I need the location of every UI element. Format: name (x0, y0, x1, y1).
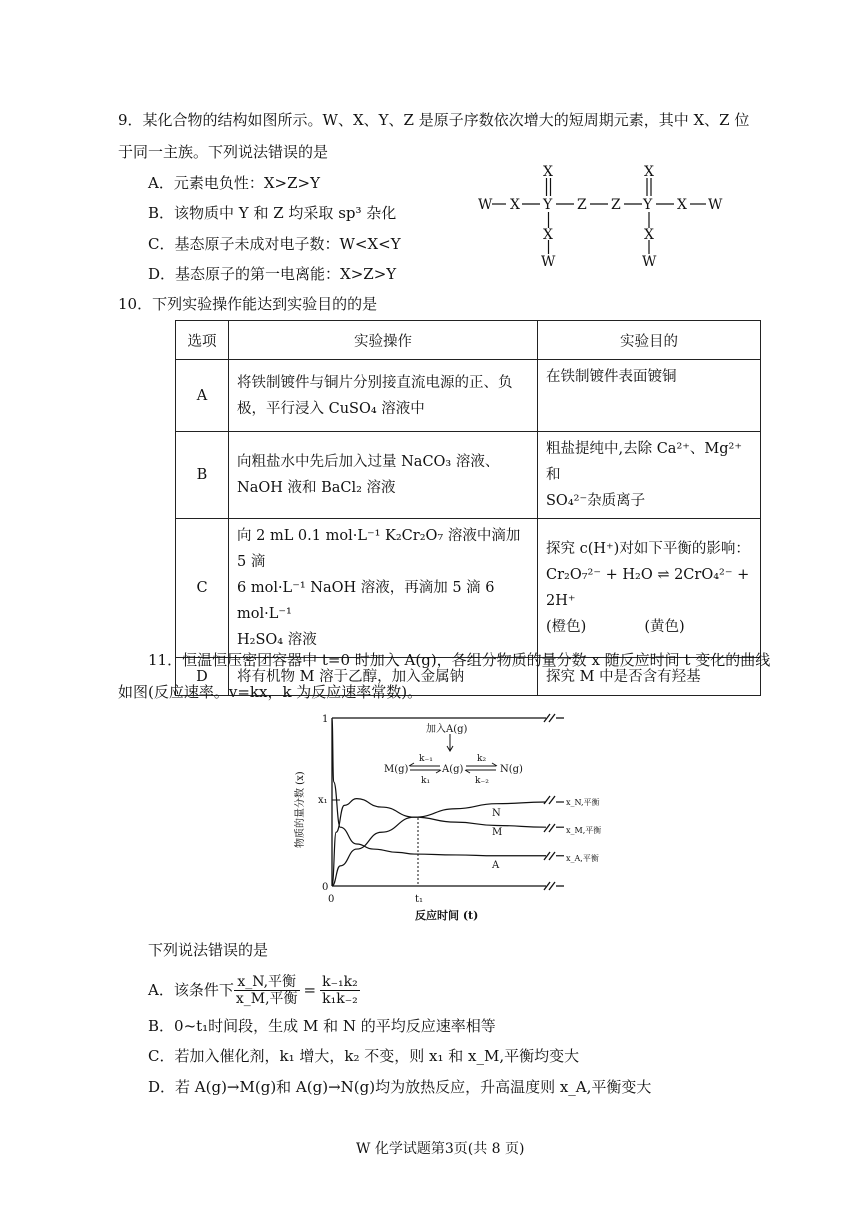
curve-label-a: A (492, 860, 500, 871)
struct-x-top1: X (543, 164, 553, 180)
purpose-line: SO₄²⁻杂质离子 (546, 493, 646, 509)
q11-chart (290, 708, 610, 930)
curve-label-n: N (492, 808, 501, 819)
chart-xtick-0: 0 (328, 894, 335, 905)
row-purpose (538, 360, 761, 432)
row-purpose (538, 519, 761, 658)
struct-x-bot2: X (644, 227, 654, 243)
q9-stem-line2: 于同一主族。下列说法错误的是 (118, 143, 329, 161)
q9-structure-diagram (470, 160, 730, 270)
table-header-row (176, 321, 761, 360)
row-operation (229, 360, 538, 432)
struct-y2: Y (643, 197, 653, 213)
q11-option-b: B．0~t₁时间段，生成 M 和 N 的平均反应速率相等 (148, 1017, 496, 1035)
curve-N (332, 802, 546, 886)
q11-after: 下列说法错误的是 (148, 941, 269, 959)
struct-x-top2: X (644, 164, 654, 180)
purpose-line: 探究 c(H⁺)对如下平衡的影响： (546, 541, 750, 557)
op-line: 向 2 mL 0.1 mol·L⁻¹ K₂Cr₂O₇ 溶液中滴加 5 滴 (237, 528, 521, 570)
struct-x1: X (510, 197, 520, 213)
struct-y1: Y (543, 197, 553, 213)
q9-stem-line1: 9．某化合物的结构如图所示。W、X、Y、Z 是原子序数依次增大的短周期元素，其中 X、Z 位 (118, 111, 750, 129)
option-a-eq: = (303, 981, 317, 999)
q11-stem-line1: 11．恒温恒压密团容器中 t=0 时加入 A(g)，各组分物质的量分数 x 随反应时间 t 变化的曲线 (148, 651, 771, 669)
struct-w-bot2: W (642, 254, 657, 270)
chart-ytick-1: 1 (322, 714, 329, 725)
scheme-k-minus2: k₋₂ (475, 776, 489, 786)
struct-z1: Z (577, 197, 587, 213)
chart-xtick-t1: t₁ (415, 894, 424, 905)
q11-option-c: C．若加入催化剂，k₁ 增大，k₂ 不变，则 x₁ 和 x_M,平衡均变大 (148, 1047, 580, 1065)
scheme-k1: k₁ (421, 776, 431, 786)
scheme-m: M(g) (384, 764, 409, 775)
q9-option-c: C．基态原子未成对电子数：W<X<Y (148, 235, 401, 253)
op-line: 向粗盐水中先后加入过量 NaCO₃ 溶液、 (237, 454, 500, 470)
q10-table (175, 320, 761, 696)
q11-option-d: D．若 A(g)→M(g)和 A(g)→N(g)均为放热反应，升高温度则 x_A,平衡变大 (148, 1078, 652, 1096)
q11-option-a (148, 970, 360, 1010)
struct-x-bot1: X (543, 227, 553, 243)
purpose-line: 探究 M 中是否含有羟基 (546, 668, 701, 685)
purpose-line: 在铁制镀件表面镀铜 (546, 369, 677, 385)
table-header: 实验目的 (538, 321, 761, 360)
table-row (176, 432, 761, 519)
scheme-a: A(g) (442, 764, 464, 775)
op-line: H₂SO₄ 溶液 (237, 632, 317, 648)
q9-option-d: D．基态原子的第一电离能：X>Z>Y (148, 265, 397, 283)
op-line: 极，平行浸入 CuSO₄ 溶液中 (237, 400, 425, 417)
struct-z2: Z (611, 197, 621, 213)
q9-option-b: B．该物质中 Y 和 Z 均采取 sp³ 杂化 (148, 204, 397, 222)
table-header: 选项 (176, 321, 229, 360)
q9-option-a: A．元素电负性：X>Z>Y (148, 174, 320, 192)
row-purpose (538, 432, 761, 519)
curve-A (332, 718, 546, 856)
table-header: 实验操作 (229, 321, 538, 360)
purpose-line: (橙色) (黄色) (546, 619, 685, 635)
row-label: A (176, 360, 229, 432)
struct-w-bot1: W (541, 254, 556, 270)
end-label-n: x_N,平衡 (566, 798, 600, 807)
op-line: 将有机物 M 溶于乙醇，加入金属钠 (237, 668, 465, 685)
chart-xlabel: 反应时间 (t) (415, 909, 479, 922)
struct-w1: W (478, 197, 493, 213)
row-label: B (176, 432, 229, 519)
end-label-m: x_M,平衡 (566, 826, 602, 835)
chart-ylabel: 物质的量分数 (x) (295, 771, 306, 848)
end-label-a: x_A,平衡 (566, 854, 599, 863)
page-footer: W 化学试题第3页(共 8 页) (356, 1141, 525, 1157)
op-line: 6 mol·L⁻¹ NaOH 溶液，再滴加 5 滴 6 mol·L⁻¹ (237, 580, 495, 622)
row-label: C (176, 519, 229, 658)
struct-w2: W (708, 197, 723, 213)
scheme-n: N(g) (500, 764, 523, 775)
q10-stem: 10．下列实验操作能达到实验目的的是 (118, 295, 378, 313)
q11-stem-line2: 如图(反应速率。v=kx，k 为反应速率常数)。 (118, 683, 423, 701)
table-row (176, 519, 761, 658)
struct-x2: X (677, 197, 687, 213)
chart-ytick-0: 0 (322, 882, 329, 893)
scheme-k2: k₂ (477, 754, 487, 764)
option-a-prefix: A．该条件下 (148, 981, 234, 999)
row-operation (229, 519, 538, 658)
chart-ytick-x1: x₁ (318, 795, 328, 806)
option-a-frac-left: $\frac{\text{x\_N,平衡}}{\text{x\_M,平衡}}$ (235, 973, 298, 1007)
scheme-k-minus1: k₋₁ (419, 754, 433, 764)
curve-label-m: M (492, 827, 503, 838)
purpose-line: Cr₂O₇²⁻ + H₂O ⇌ 2CrO₄²⁻ + 2H⁺ (546, 567, 750, 609)
op-line: NaOH 液和 BaCl₂ 溶液 (237, 480, 396, 496)
row-operation (229, 432, 538, 519)
purpose-line: 粗盐提纯中,去除 Ca²⁺、Mg²⁺和 (546, 441, 743, 483)
chart-add-label: 加入A(g) (426, 724, 468, 735)
op-line: 将铁制镀件与铜片分别接直流电源的正、负 (237, 374, 513, 391)
option-a-frac-right: $\frac{\text{k₋₁k₂}}{\text{k₁k₋₂}}$ (322, 973, 358, 1007)
row-label: D (176, 658, 229, 696)
table-row (176, 360, 761, 432)
